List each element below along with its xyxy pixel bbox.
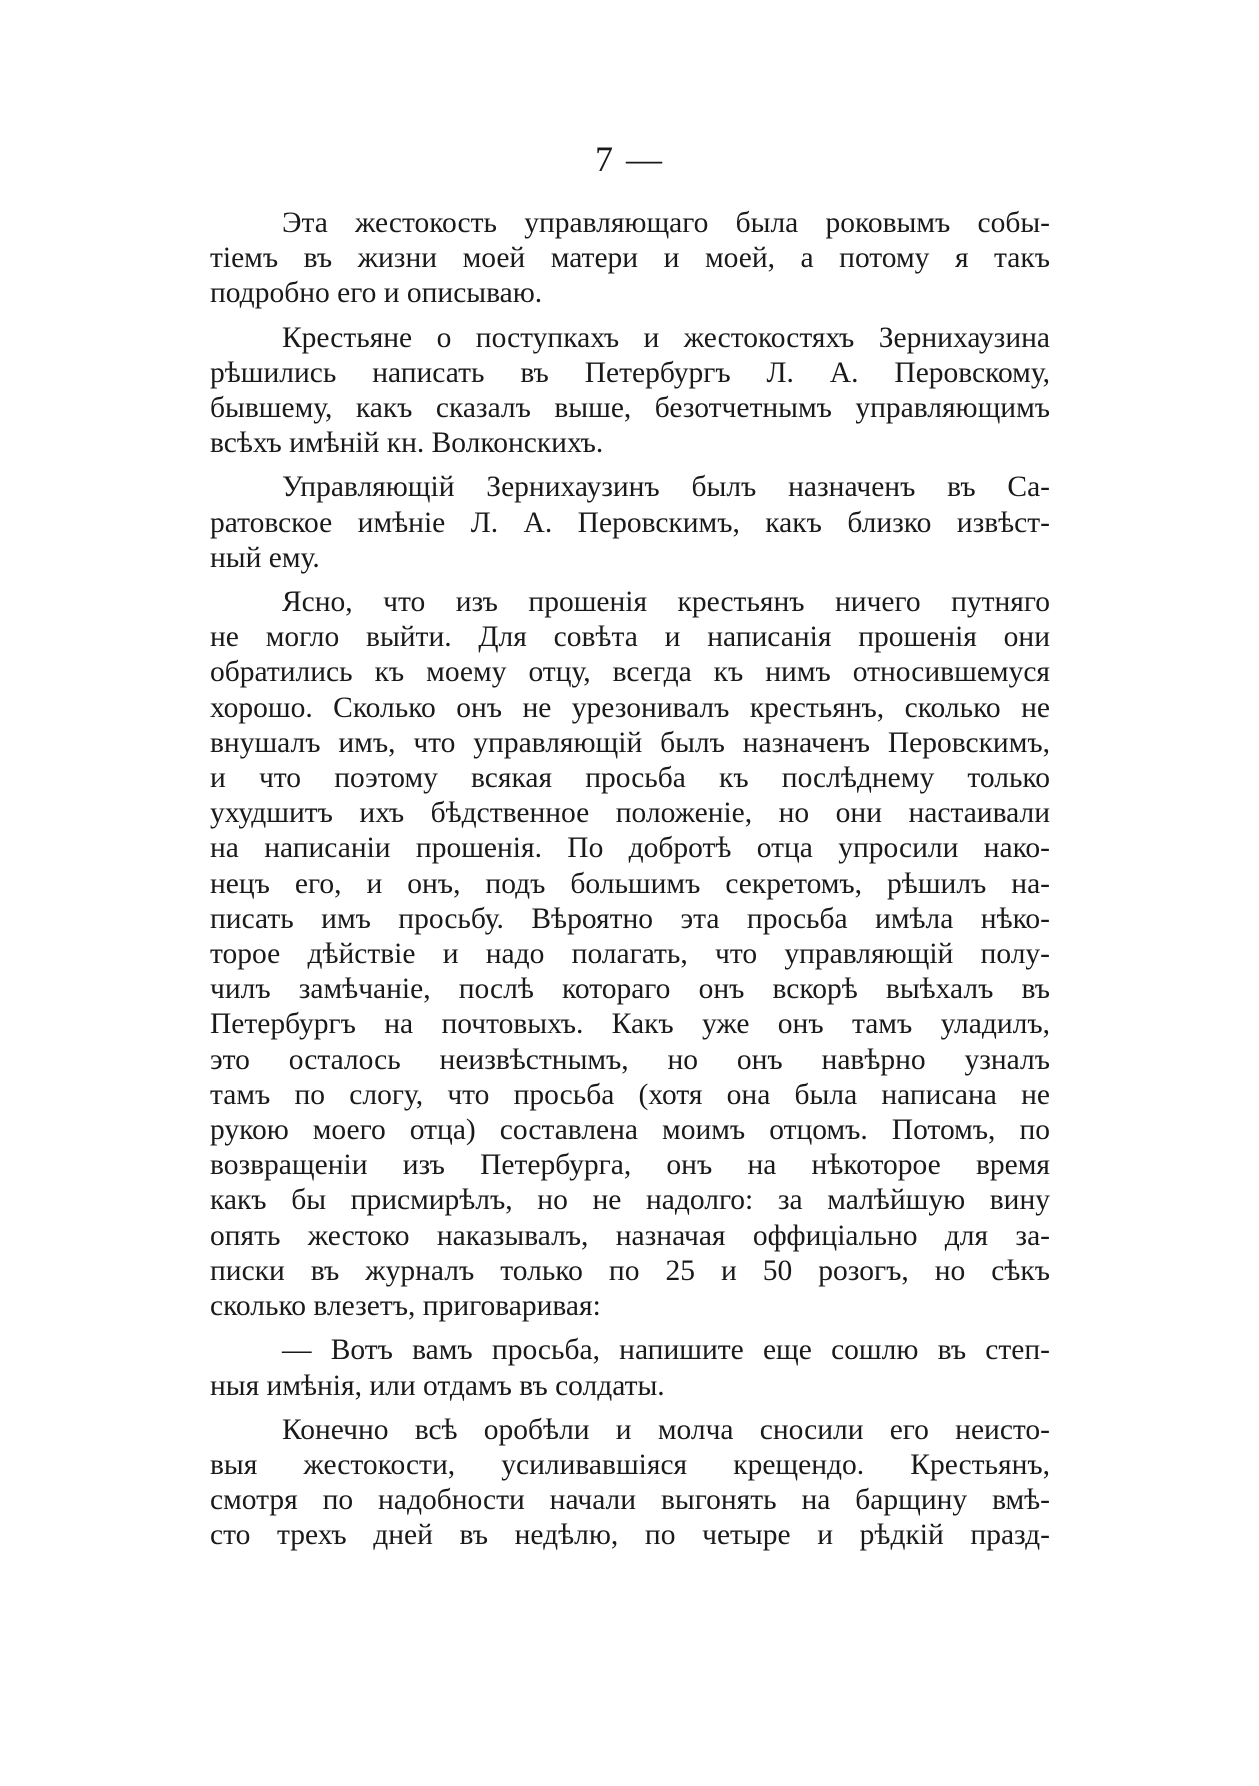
- text-line: Петербургъ на почтовыхъ. Какъ уже онъ тамъ уладилъ,: [210, 1008, 1050, 1041]
- text-line: писать имъ просьбу. Вѣроятно эта просьба имѣла нѣко-: [210, 902, 1050, 935]
- text-line: это осталось неизвѣстнымъ, но онъ навѣрно узналъ: [210, 1043, 1050, 1076]
- text-line: сто трехъ дней въ недѣлю, по четыре и рѣдкій празд-: [210, 1519, 1050, 1552]
- text-line: ратовское имѣніе Л. А. Перовскимъ, какъ близко извѣст-: [210, 506, 1050, 539]
- text-line: Эта жестокость управляющаго была роковымъ собы-: [282, 207, 1050, 239]
- text-line: ныя имѣнія, или отдамъ въ солдаты.: [210, 1369, 665, 1402]
- paragraph-2: [210, 321, 1050, 462]
- text-line: Конечно всѣ оробѣли и молча сносили его неисто-: [282, 1413, 1050, 1446]
- text-line: опять жестоко наказывалъ, назначая оффиціально для за-: [210, 1219, 1050, 1252]
- text-line: тіемъ въ жизни моей матери и моей, а потому я такъ: [210, 242, 1050, 275]
- paragraph-3: [210, 470, 1050, 576]
- text-line: сколько влезетъ, приговаривая:: [210, 1290, 601, 1323]
- text-line: выя жестокости, усиливавшіяся крещендо. Крестьянъ,: [210, 1448, 1050, 1481]
- text-line: бывшему, какъ сказалъ выше, безотчетнымъ управляющимъ: [210, 392, 1050, 425]
- text-line: хорошо. Сколько онъ не урезонивалъ крестьянъ, сколько не: [210, 691, 1050, 724]
- text-line: — Вотъ вамъ просьба, напишите еще сошлю въ степ-: [282, 1334, 1050, 1367]
- text-line: Крестьяне о поступкахъ и жестокостяхъ Зернихаузина: [282, 321, 1050, 354]
- text-line: торое дѣйствіе и надо полагать, что управляющій полу-: [210, 938, 1050, 971]
- text-line: внушалъ имъ, что управляющій былъ назначенъ Перовскимъ,: [210, 726, 1050, 759]
- text-line: Ясно, что изъ прошенія крестьянъ ничего путняго: [282, 586, 1050, 619]
- paragraph-6: [210, 1413, 1050, 1554]
- text-line: всѣхъ имѣній кн. Волконскихъ.: [210, 427, 604, 460]
- text-line: чилъ замѣчаніе, послѣ котораго онъ вскорѣ выѣхалъ въ: [210, 973, 1050, 1006]
- text-line: тамъ по слогу, что просьба (хотя она была написана не: [210, 1078, 1050, 1111]
- text-line: не могло выйти. Для совѣта и написанія прошенія они: [210, 621, 1050, 654]
- page-number: 7 —: [595, 139, 664, 179]
- body-text: [210, 206, 1050, 1563]
- text-line: и что поэтому всякая просьба къ послѣднему только: [210, 762, 1050, 795]
- paragraph-5: [210, 1333, 1050, 1403]
- text-line: рѣшились написать въ Петербургъ Л. А. Перовскому,: [210, 356, 1050, 389]
- text-line: рукою моего отца) составлена моимъ отцомъ. Потомъ, по: [210, 1114, 1050, 1147]
- text-line: подробно его и описываю.: [210, 277, 543, 310]
- text-line: какъ бы присмирѣлъ, но не надолго: за малѣйшую вину: [210, 1184, 1050, 1217]
- text-line: возвращеніи изъ Петербурга, онъ на нѣкоторое время: [210, 1149, 1050, 1182]
- text-line: обратились къ моему отцу, всегда къ нимъ относившемуся: [210, 656, 1050, 689]
- text-line: Управляющій Зернихаузинъ былъ назначенъ въ Са-: [282, 471, 1050, 504]
- paragraph-4: [210, 585, 1050, 1324]
- text-line: смотря по надобности начали выгонять на барщину вмѣ-: [210, 1484, 1050, 1517]
- text-line: ухудшитъ ихъ бѣдственное положеніе, но они настаивали: [210, 797, 1050, 830]
- text-line: ный ему.: [210, 541, 320, 574]
- text-line: писки въ журналъ только по 25 и 50 розогъ, но сѣкъ: [210, 1254, 1050, 1287]
- text-line: на написаніи прошенія. По добротѣ отца упросили нако-: [210, 832, 1050, 865]
- text-line: нецъ его, и онъ, подъ большимъ секретомъ, рѣшилъ на-: [210, 867, 1050, 900]
- paragraph-1: [210, 206, 1050, 312]
